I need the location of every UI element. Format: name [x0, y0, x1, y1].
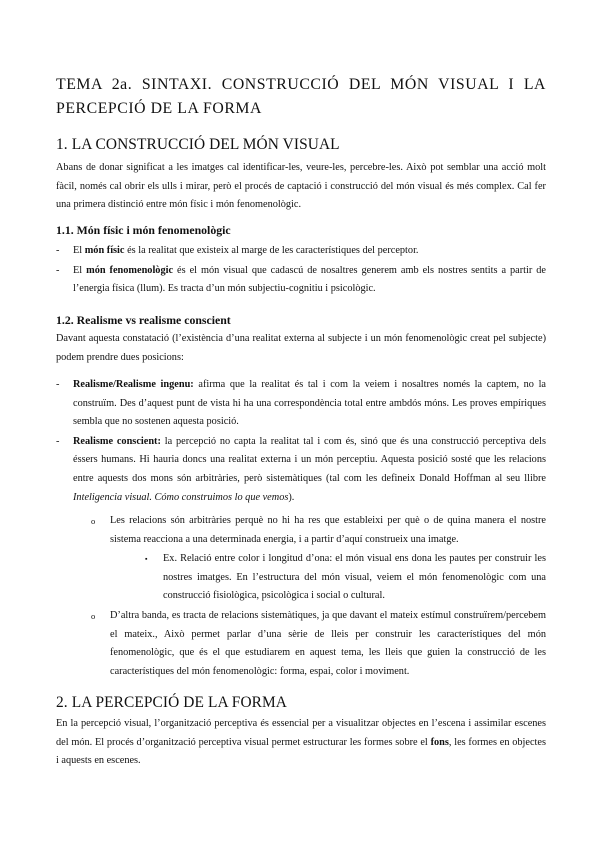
- realism-list-block: [56, 376, 546, 507]
- list-item: [56, 242, 546, 261]
- circle-bullet-icon: o: [91, 610, 96, 621]
- item-text: El: [73, 264, 87, 276]
- subsection-1-2-heading: 1.2. Realisme vs realisme conscient: [56, 313, 231, 327]
- body-text: En la percepció visual, l’organització perceptiva és essencial per a visualitzar objectes en l’escena i assimilar escenes del món. El procés d’organització perceptiva visual permet estructurar les formes sobre el: [56, 718, 546, 748]
- conscious-realism-sublist: [56, 512, 546, 681]
- item-text: El: [73, 245, 85, 256]
- sublist-item-arbitrary: [56, 512, 546, 549]
- section-1-intro: Abans de donar significat a les imatges cal identificar-les, veure-les, percebre-les. Això pot semblar una acció molt fàcil, només cal obrir els ulls i mirar, però el procés de captació i construcció del món visual és més complex. Cal fer una primera distinció entre món físic i món fenomenològic.: [56, 162, 546, 211]
- list-item: [56, 262, 546, 299]
- item-text: afirma que la realitat és tal i com la veiem i nosaltres només la captem, no la construïm. Des d’aquest punt de vista hi ha una correspondència total entre ambdós móns. Les proves empíriques sembla que no sostenen aquesta posició.: [73, 379, 547, 428]
- item-term: Realisme/Realisme ingenu:: [73, 379, 194, 390]
- item-term: món físic: [84, 245, 125, 256]
- subsection-1-2-block: [56, 312, 546, 367]
- document-title-block: [56, 73, 546, 121]
- sublist-block: [56, 512, 546, 681]
- dash-bullet-icon: -: [56, 379, 60, 390]
- realism-list: [56, 376, 546, 507]
- subsection-1-1-block: [56, 222, 546, 299]
- list-item-conscious-realism: [56, 433, 546, 507]
- dash-bullet-icon: -: [56, 264, 60, 276]
- body-term: fons: [430, 736, 449, 748]
- item-text: és el món visual que cadascú de nosaltres generem amb els nostres sentits a partir de l’energia física (llum). Es tracta d’un món subjectiu-cognitiu i psicològic.: [73, 264, 546, 295]
- subsection-1-1-heading: 1.1. Món físic i món fenomenològic: [56, 223, 231, 237]
- subsublist-item-example: [56, 550, 546, 606]
- item-text: Les relacions són arbitràries perquè no hi ha res que estableixi per què o de quina manera el nostre sistema reacciona a una determinada energia, i a partir d’aquí construeix una imatge.: [110, 515, 546, 545]
- book-title: Inteligencia visual. Cómo construimos lo que vemos: [73, 491, 289, 503]
- item-text: D’altra banda, es tracta de relacions sistemàtiques, ja que davant el mateix estímul construïrem/percebem el mateix., Això permet parlar d’una sèrie de lleis per construir les característiques del món fenomenològic, que és el que estudiarem en aquest tema, les lleis que guien la construcció de les característiques del món fenomenològic: forma, espai, color i moviment.: [110, 609, 546, 677]
- section-1-heading-block: [56, 135, 546, 155]
- item-term: món fenomenològic: [86, 264, 174, 276]
- physical-phenomenological-list: [56, 242, 546, 299]
- section-2-body: [56, 715, 546, 771]
- section-2-heading-block: [56, 693, 546, 713]
- section-1-intro-block: [56, 159, 546, 215]
- item-term: Realisme conscient:: [73, 435, 161, 447]
- item-text: és la realitat que existeix al marge de les característiques del perceptor.: [124, 245, 419, 256]
- item-text: Ex. Relació entre color i longitud d’ona: el món visual ens dona les pautes per construir les nostres imatges. En l’estructura del món visual, veiem el món fenomenològic com una construcció fisiològica, psicològica i social o cultural.: [163, 553, 546, 602]
- section-2-heading: 2. LA PERCEPCIÓ DE LA FORMA: [56, 694, 288, 711]
- section-1-heading: 1. LA CONSTRUCCIÓ DEL MÓN VISUAL: [56, 136, 340, 153]
- item-text: la percepció no capta la realitat tal i com és, sinó que és una construcció perceptiva dels éssers humans. Hi hauria doncs una realitat externa i un món perceptiu. Aquesta posició sosté que les relacions entre aquests dos mons són arbitràries, però sistemàtiques (tal com les defineix Donald Hoffman al seu llibre: [73, 435, 546, 484]
- body-text: , les formes en objectes i aquests en escenes.: [56, 736, 546, 767]
- square-bullet-icon: ▪: [145, 555, 148, 564]
- item-text: ).: [288, 491, 295, 503]
- sublist-item-systematic: [56, 607, 546, 681]
- circle-bullet-icon: o: [91, 516, 96, 526]
- section-2-body-block: [56, 715, 546, 771]
- list-item-naive-realism: [56, 376, 546, 432]
- document-title: TEMA 2a. SINTAXI. CONSTRUCCIÓ DEL MÓN VISUAL I LA PERCEPCIÓ DE LA FORMA: [56, 76, 546, 117]
- dash-bullet-icon: -: [56, 435, 60, 447]
- subsection-1-2-intro: Davant aquesta constatació (l’existència d’una realitat externa al subjecte i un món fenomenològic creat pel subjecte) podem prendre dues posicions:: [56, 333, 546, 363]
- dash-bullet-icon: -: [56, 245, 60, 256]
